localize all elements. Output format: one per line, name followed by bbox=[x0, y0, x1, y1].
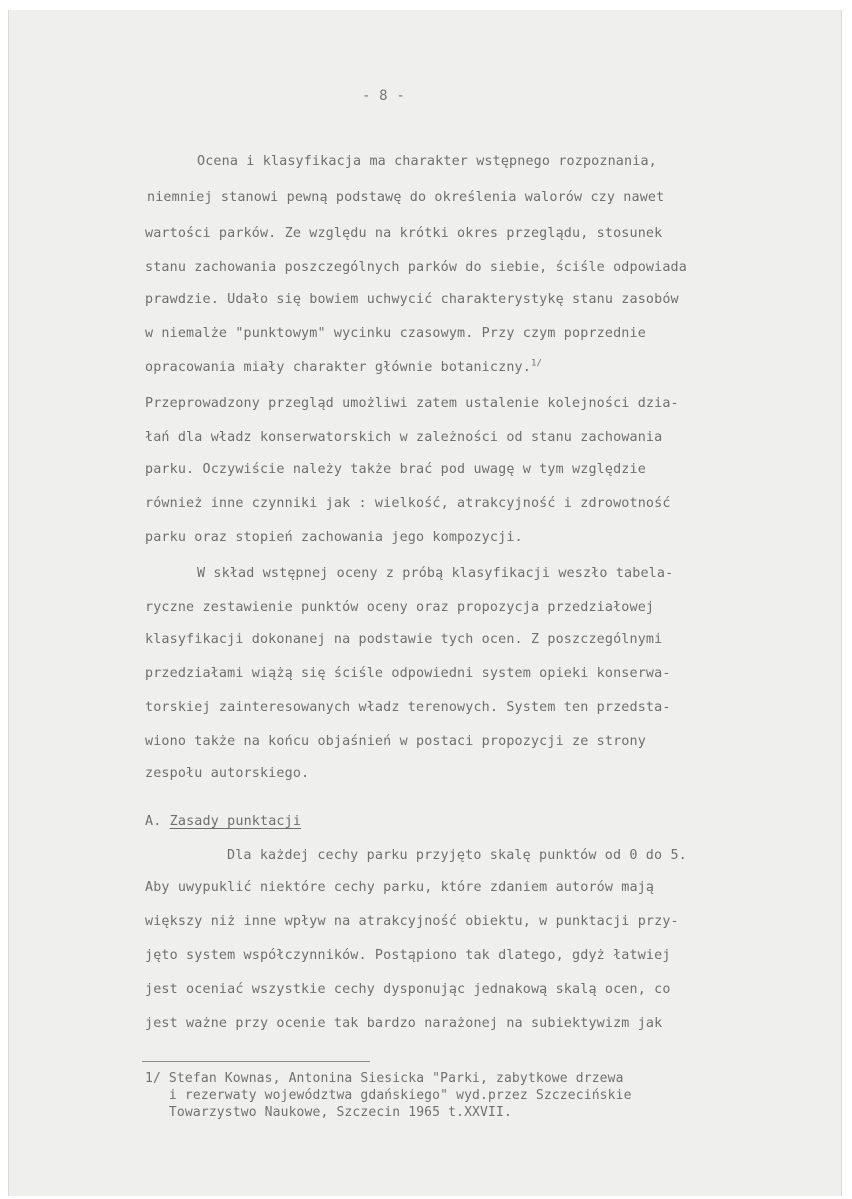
p3-line-6: wiono także na końcu objaśnień w postaci propozycji ze strony bbox=[145, 734, 646, 749]
p4-line-2: Aby uwypuklić niektóre cechy parku, które zdaniem autorów mają bbox=[145, 880, 655, 895]
p2-line-4: również inne czynniki jak : wielkość, atrakcyjność i zdrowotność bbox=[145, 496, 671, 511]
p3-line-3: klasyfikacji dokonanej na podstawie tych ocen. Z poszczególnymi bbox=[145, 632, 663, 647]
p1-line-5: prawdzie. Udało się bowiem uchwycić charakterystykę stanu zasobów bbox=[145, 292, 679, 307]
p3-line-4: przedziałami wiążą się ściśle odpowiedni system opieki konserwa- bbox=[145, 666, 671, 681]
p4-line-4: jęto system współczynników. Postąpiono tak dlatego, gdyż łatwiej bbox=[145, 948, 671, 963]
p1-line-2: niemniej stanowi pewną podstawę do określenia walorów czy nawet bbox=[147, 190, 665, 205]
p1-line-6: w niemalże "punktowym" wycinku czasowym. Przy czym poprzednie bbox=[145, 326, 646, 341]
page-number: - 8 - bbox=[362, 88, 405, 104]
section-heading bbox=[145, 814, 301, 829]
p3-line-1: W skład wstępnej oceny z próbą klasyfikacji weszło tabela- bbox=[197, 566, 674, 581]
p1-line-3: wartości parków. Ze względu na krótki okres przeglądu, stosunek bbox=[145, 226, 663, 241]
p1-line-1: Ocena i klasyfikacja ma charakter wstępnego rozpoznania, bbox=[197, 154, 657, 169]
p2-line-2: łań dla władz konserwatorskich w zależności od stanu zachowania bbox=[145, 430, 663, 445]
p4-line-5: jest oceniać wszystkie cechy dysponując jednakową skalą ocen, co bbox=[145, 982, 671, 997]
p2-line-5: parku oraz stopień zachowania jego kompozycji. bbox=[145, 530, 523, 545]
p4-line-1: Dla każdej cechy parku przyjęto skalę punktów od 0 do 5. bbox=[227, 848, 687, 863]
section-title: Zasady punktacji bbox=[169, 814, 302, 829]
footnote-divider bbox=[142, 1061, 370, 1062]
p4-line-6: jest ważne przy ocenie tak bardzo narażonej na subiektywizm jak bbox=[145, 1016, 663, 1031]
p2-line-1: Przeprowadzony przegląd umożliwi zatem ustalenie kolejności dzia- bbox=[145, 396, 679, 411]
footnote-reference: 1/ bbox=[530, 358, 543, 369]
footnote-line-1: 1/ Stefan Kownas, Antonina Siesicka "Parki, zabytkowe drzewa bbox=[145, 1071, 624, 1086]
p1-line-7 bbox=[145, 360, 542, 375]
p3-line-7: zespołu autorskiego. bbox=[145, 766, 310, 781]
section-prefix: A. bbox=[145, 814, 162, 829]
footnote-line-2: i rezerwaty województwa gdańskiego" wyd.przez Szczecińskie bbox=[145, 1088, 632, 1103]
p1-line-7-text: opracowania miały charakter głównie botaniczny. bbox=[145, 360, 531, 375]
p4-line-3: większy niż inne wpływ na atrakcyjność obiektu, w punktacji przy- bbox=[145, 914, 679, 929]
p3-line-2: ryczne zestawienie punktów oceny oraz propozycja przedziałowej bbox=[145, 600, 655, 615]
p2-line-3: parku. Oczywiście należy także brać pod uwagę w tym względzie bbox=[145, 462, 646, 477]
footnote-line-3: Towarzystwo Naukowe, Szczecin 1965 t.XXVII. bbox=[145, 1105, 512, 1120]
p3-line-5: torskiej zainteresowanych władz terenowych. System ten przedsta- bbox=[145, 700, 671, 715]
p1-line-4: stanu zachowania poszczególnych parków do siebie, ściśle odpowiada bbox=[145, 260, 687, 275]
